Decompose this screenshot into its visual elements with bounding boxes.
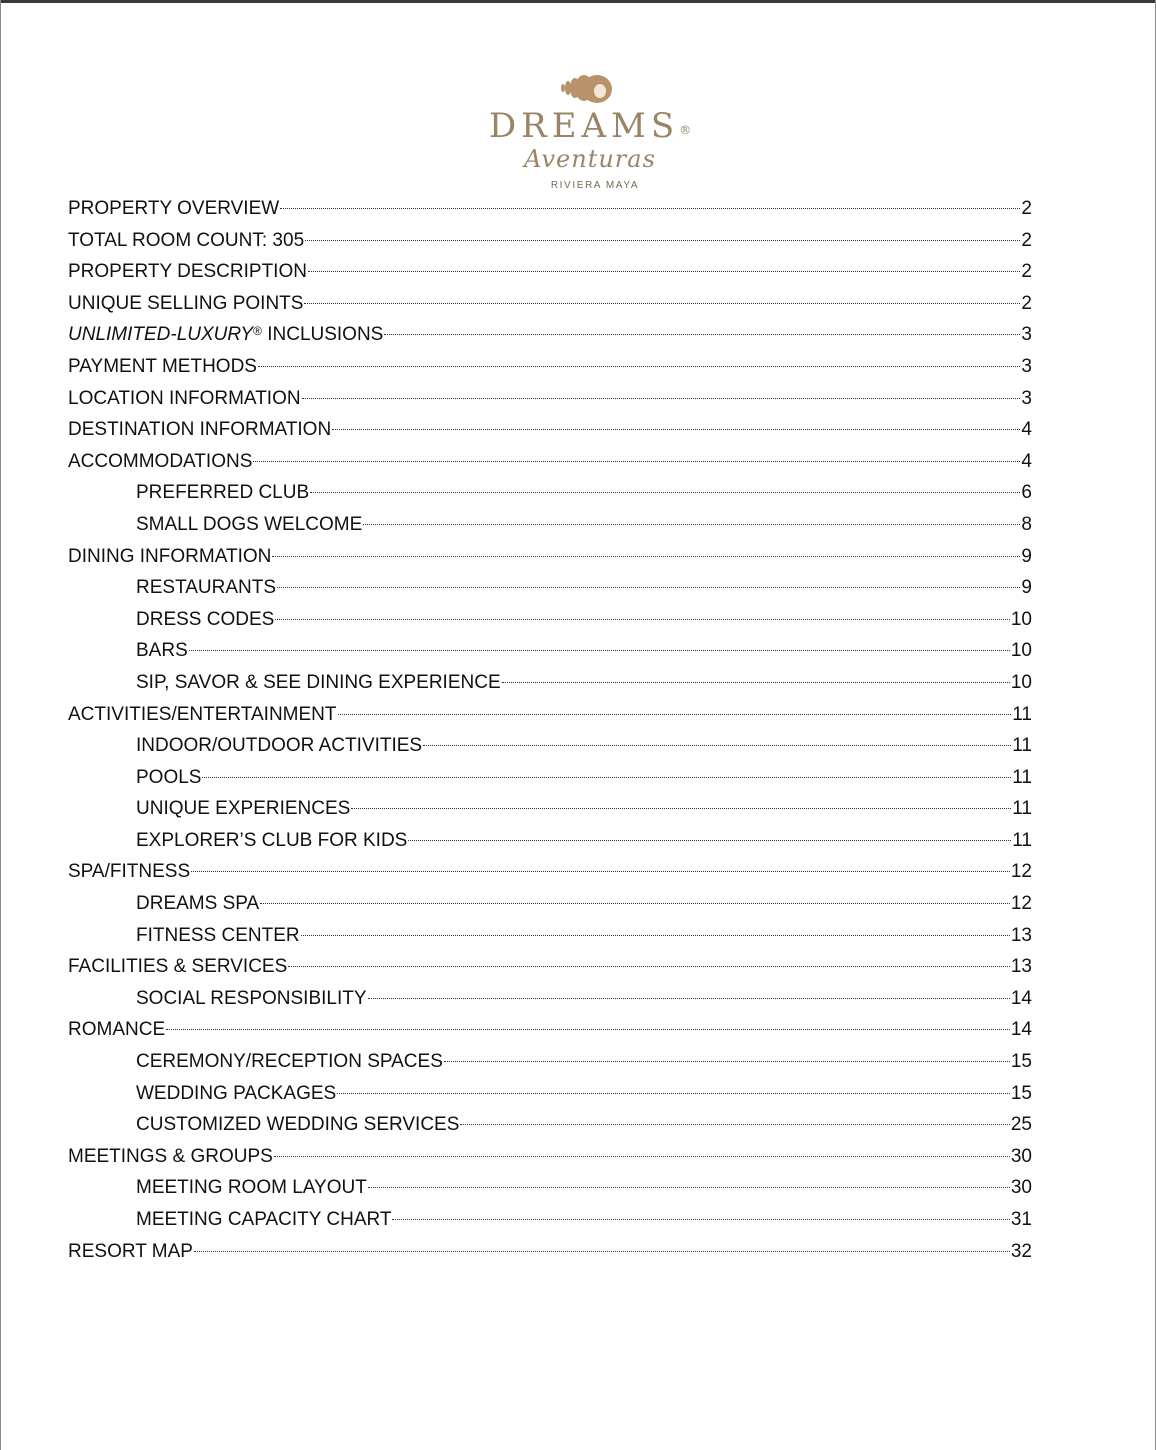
toc-dot-leader — [275, 619, 1010, 620]
logo-wordmark — [470, 106, 710, 146]
toc-entry-page-number: 13 — [1010, 924, 1032, 946]
toc-entry-page-number: 11 — [1012, 735, 1032, 757]
toc-entry[interactable] — [68, 793, 1032, 825]
toc-dot-leader — [277, 587, 1020, 588]
toc-entry-page-number: 9 — [1021, 577, 1032, 599]
toc-entry[interactable] — [68, 1141, 1032, 1173]
toc-dot-leader — [202, 777, 1011, 778]
toc-entry-page-number: 31 — [1010, 1209, 1032, 1230]
toc-entry-title: UNIQUE EXPERIENCES — [136, 798, 351, 820]
toc-entry-page-number: 4 — [1021, 450, 1032, 472]
toc-dot-leader — [444, 1061, 1010, 1062]
toc-entry-title: FITNESS CENTER — [136, 924, 300, 946]
toc-dot-leader — [338, 714, 1012, 715]
toc-entry[interactable] — [68, 888, 1032, 920]
toc-dot-leader — [337, 1093, 1010, 1094]
logo-script-name: Aventuras — [524, 145, 656, 173]
toc-entry[interactable] — [68, 256, 1032, 288]
toc-entry[interactable] — [68, 635, 1032, 667]
toc-entry-page-number: 2 — [1021, 292, 1032, 314]
toc-entry[interactable] — [68, 193, 1032, 225]
toc-entry-title: SPA/FITNESS — [68, 861, 191, 883]
toc-entry-page-number: 3 — [1021, 355, 1032, 377]
toc-entry[interactable] — [68, 1236, 1032, 1268]
toc-entry-page-number: 32 — [1010, 1240, 1032, 1262]
toc-entry[interactable] — [68, 351, 1032, 383]
toc-entry-title: CEREMONY/RECEPTION SPACES — [136, 1051, 443, 1073]
toc-entry-page-number: 4 — [1021, 419, 1032, 441]
toc-entry[interactable] — [68, 446, 1032, 478]
toc-entry-page-number: 13 — [1010, 956, 1032, 978]
toc-dot-leader — [304, 303, 1020, 304]
toc-dot-leader — [351, 808, 1011, 809]
toc-entry-title: WEDDING PACKAGES — [136, 1082, 337, 1104]
toc-dot-leader — [408, 840, 1011, 841]
toc-dot-leader — [460, 1124, 1009, 1125]
toc-dot-leader — [301, 935, 1010, 936]
toc-entry-page-number: 9 — [1021, 545, 1032, 567]
logo-location: RIVIERA MAYA — [550, 180, 640, 191]
toc-dot-leader — [308, 271, 1020, 272]
table-of-contents — [68, 193, 1032, 1267]
toc-entry[interactable] — [68, 1172, 1032, 1204]
toc-dot-leader — [191, 871, 1010, 872]
toc-entry-title — [68, 319, 383, 353]
shell-icon — [560, 70, 616, 106]
toc-entry-title: MEETING CAPACITY CHART — [136, 1209, 392, 1230]
toc-entry-page-number: 14 — [1010, 987, 1032, 1009]
toc-entry[interactable] — [68, 572, 1032, 604]
toc-dot-leader — [368, 1187, 1010, 1188]
toc-entry[interactable] — [68, 951, 1032, 983]
toc-entry-page-number: 2 — [1021, 229, 1032, 251]
toc-entry[interactable] — [68, 730, 1032, 762]
toc-entry[interactable] — [68, 541, 1032, 573]
toc-entry-page-number: 11 — [1012, 798, 1032, 820]
toc-dot-leader — [332, 429, 1020, 430]
toc-entry[interactable] — [68, 509, 1032, 541]
toc-dot-leader — [363, 524, 1020, 525]
logo-registered-mark: ® — [679, 123, 692, 137]
toc-dot-leader — [368, 998, 1010, 999]
page-top-edge — [0, 0, 1156, 3]
toc-entry[interactable] — [68, 288, 1032, 320]
logo-brand: DREAMS — [488, 106, 680, 146]
toc-entry-title: RESORT MAP — [68, 1240, 193, 1262]
toc-entry-title: UNIQUE SELLING POINTS — [68, 292, 304, 314]
toc-entry-title: BARS — [136, 640, 188, 662]
toc-entry-page-number: 6 — [1021, 482, 1032, 504]
toc-dot-leader — [189, 650, 1010, 651]
toc-entry-page-number: 3 — [1021, 387, 1032, 409]
toc-entry-registered-mark: ® — [253, 324, 262, 339]
toc-entry-page-number: 10 — [1010, 608, 1032, 630]
toc-entry-title: MEETING ROOM LAYOUT — [136, 1177, 367, 1199]
toc-dot-leader — [253, 461, 1020, 462]
toc-entry-page-number: 12 — [1010, 861, 1032, 883]
toc-dot-leader — [194, 1251, 1010, 1252]
toc-entry[interactable] — [68, 1014, 1032, 1046]
toc-entry-title: ACTIVITIES/ENTERTAINMENT — [68, 703, 337, 725]
toc-entry-page-number: 10 — [1010, 671, 1032, 693]
toc-entry-title: DREAMS SPA — [136, 893, 260, 915]
toc-entry-title: ROMANCE — [68, 1019, 166, 1041]
toc-entry-title: SOCIAL RESPONSIBILITY — [136, 987, 367, 1009]
toc-dot-leader — [502, 682, 1010, 683]
toc-entry[interactable] — [68, 477, 1032, 509]
toc-dot-leader — [260, 903, 1010, 904]
toc-dot-leader — [302, 398, 1021, 399]
toc-entry-page-number: 30 — [1010, 1177, 1032, 1199]
toc-entry-title: ACCOMMODATIONS — [68, 450, 253, 472]
toc-entry-title: SMALL DOGS WELCOME — [136, 513, 363, 535]
toc-dot-leader — [392, 1219, 1009, 1220]
toc-entry-page-number: 10 — [1010, 640, 1032, 662]
toc-entry-title-rest: INCLUSIONS — [261, 324, 384, 346]
toc-entry-title: POOLS — [136, 766, 202, 788]
toc-entry-page-number: 11 — [1012, 703, 1032, 725]
toc-entry-page-number: 25 — [1010, 1114, 1032, 1136]
toc-dot-leader — [384, 334, 1020, 335]
toc-entry[interactable] — [68, 920, 1032, 952]
toc-entry-page-number: 8 — [1021, 513, 1032, 535]
page-left-edge — [0, 0, 1, 1450]
toc-entry[interactable] — [68, 383, 1032, 415]
toc-entry-page-number: 2 — [1021, 198, 1032, 219]
toc-entry-title: INDOOR/OUTDOOR ACTIVITIES — [136, 735, 423, 757]
toc-dot-leader — [166, 1029, 1010, 1030]
toc-entry-title: LOCATION INFORMATION — [68, 387, 301, 409]
toc-entry[interactable] — [68, 319, 1032, 351]
toc-dot-leader — [288, 966, 1010, 967]
toc-entry-page-number: 30 — [1010, 1145, 1032, 1167]
toc-entry[interactable] — [68, 825, 1032, 857]
toc-entry-title: FACILITIES & SERVICES — [68, 956, 288, 978]
toc-entry[interactable] — [68, 856, 1032, 888]
toc-entry-page-number: 11 — [1012, 766, 1032, 788]
toc-entry[interactable] — [68, 1204, 1032, 1236]
toc-entry[interactable] — [68, 667, 1032, 699]
toc-dot-leader — [280, 208, 1020, 209]
toc-entry-title: SIP, SAVOR & SEE DINING EXPERIENCE — [136, 671, 501, 693]
toc-entry[interactable] — [68, 1109, 1032, 1141]
toc-dot-leader — [423, 745, 1011, 746]
toc-entry-title: DRESS CODES — [136, 608, 275, 630]
toc-entry-title: DESTINATION INFORMATION — [68, 419, 332, 441]
toc-entry-title: PAYMENT METHODS — [68, 355, 257, 377]
toc-entry-page-number: 3 — [1021, 324, 1032, 346]
toc-entry-page-number: 15 — [1010, 1051, 1032, 1073]
toc-entry[interactable] — [68, 225, 1032, 257]
toc-dot-leader — [272, 556, 1020, 557]
toc-entry[interactable] — [68, 762, 1032, 794]
toc-entry-title: PROPERTY DESCRIPTION — [68, 261, 307, 283]
toc-entry-page-number: 12 — [1010, 893, 1032, 915]
toc-dot-leader — [274, 1156, 1010, 1157]
toc-entry-page-number: 11 — [1012, 829, 1032, 851]
toc-entry-title: CUSTOMIZED WEDDING SERVICES — [136, 1114, 460, 1136]
toc-entry-title: TOTAL ROOM COUNT: 305 — [68, 229, 305, 251]
toc-entry-page-number: 2 — [1021, 261, 1032, 283]
toc-entry[interactable] — [68, 1046, 1032, 1078]
toc-entry-page-number: 15 — [1010, 1082, 1032, 1104]
toc-dot-leader — [310, 492, 1020, 493]
toc-entry-title: PROPERTY OVERVIEW — [68, 198, 280, 219]
toc-entry[interactable] — [68, 414, 1032, 446]
dreams-logo — [470, 66, 710, 198]
toc-dot-leader — [305, 240, 1020, 241]
toc-entry[interactable] — [68, 983, 1032, 1015]
toc-entry[interactable] — [68, 699, 1032, 731]
toc-entry-title-italic: UNLIMITED-LUXURY — [68, 324, 254, 346]
toc-entry-title: RESTAURANTS — [136, 577, 277, 599]
toc-entry-title: DINING INFORMATION — [68, 545, 272, 567]
toc-entry-title: PREFERRED CLUB — [136, 482, 310, 504]
toc-entry[interactable] — [68, 1078, 1032, 1110]
toc-dot-leader — [258, 366, 1020, 367]
toc-entry[interactable] — [68, 604, 1032, 636]
toc-entry-title: MEETINGS & GROUPS — [68, 1145, 273, 1167]
toc-entry-page-number: 14 — [1010, 1019, 1032, 1041]
toc-entry-title: EXPLORER’S CLUB FOR KIDS — [136, 829, 408, 851]
